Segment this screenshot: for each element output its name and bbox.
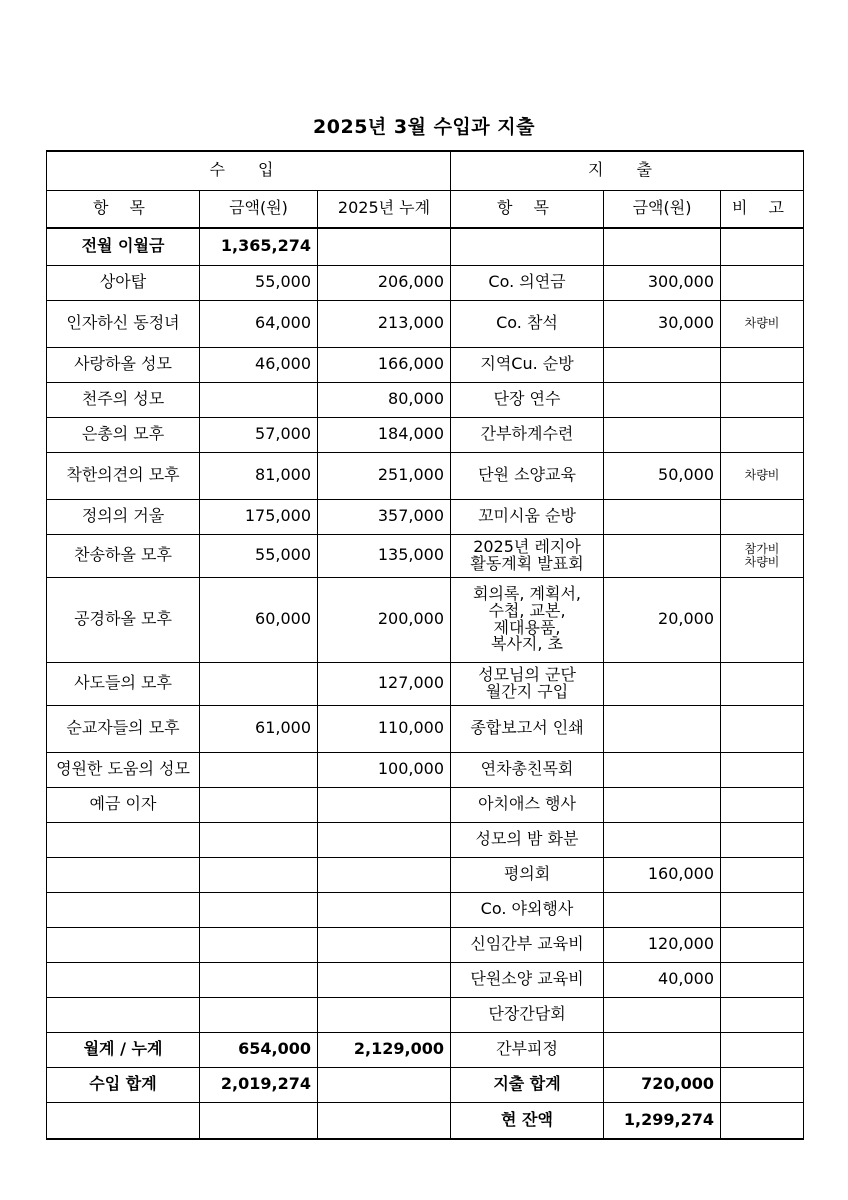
cumulative-cell: 110,000	[318, 705, 451, 752]
income-amount-cell	[200, 662, 318, 705]
ledger-row	[47, 962, 804, 997]
income-item-cell	[47, 822, 200, 857]
expense-item-cell: Co. 참석	[451, 300, 604, 347]
income-item-cell: 인자하신 동정녀	[47, 300, 200, 347]
ledger-table	[46, 150, 804, 1140]
expense-item-cell: 종합보고서 인쇄	[451, 705, 604, 752]
ledger-row	[47, 577, 804, 662]
expense-item-cell: 회의록, 계획서, 수첩, 교본, 제대용품, 복사지, 초	[451, 577, 604, 662]
cumulative-cell	[318, 927, 451, 962]
income-item-cell: 상아탑	[47, 265, 200, 300]
expense-item-cell: 꼬미시움 순방	[451, 499, 604, 534]
expense-amount-cell: 50,000	[604, 452, 721, 499]
income-item-cell: 공경하올 모후	[47, 577, 200, 662]
remark-cell	[721, 577, 804, 662]
income-item-cell: 찬송하올 모후	[47, 534, 200, 577]
expense-amount-cell	[604, 662, 721, 705]
cumulative-cell: 357,000	[318, 499, 451, 534]
remark-cell	[721, 892, 804, 927]
cumulative-header: 2025년 누계	[318, 190, 451, 228]
remark-cell	[721, 662, 804, 705]
expense-amount-cell	[604, 705, 721, 752]
cumulative-cell: 135,000	[318, 534, 451, 577]
cumulative-cell: 2,129,000	[318, 1032, 451, 1067]
expense-item-cell: 신임간부 교육비	[451, 927, 604, 962]
income-item-cell	[47, 927, 200, 962]
cumulative-cell	[318, 1102, 451, 1139]
income-item-cell: 착한의견의 모후	[47, 452, 200, 499]
remark-cell	[721, 265, 804, 300]
remark-cell	[721, 1102, 804, 1139]
cumulative-cell: 206,000	[318, 265, 451, 300]
income-amount-cell: 55,000	[200, 265, 318, 300]
expense-amount-cell	[604, 892, 721, 927]
expense-item-cell: 지출 합계	[451, 1067, 604, 1102]
ledger-row	[47, 1102, 804, 1139]
income-amount-cell: 2,019,274	[200, 1067, 318, 1102]
income-amount-cell	[200, 892, 318, 927]
expense-amount-cell: 300,000	[604, 265, 721, 300]
remark-cell	[721, 997, 804, 1032]
income-item-cell: 사도들의 모후	[47, 662, 200, 705]
expense-amount-cell	[604, 534, 721, 577]
ledger-row	[47, 347, 804, 382]
remark-cell	[721, 417, 804, 452]
income-item-cell: 천주의 성모	[47, 382, 200, 417]
remark-cell: 차량비	[721, 452, 804, 499]
ledger-row	[47, 822, 804, 857]
expense-item-cell: Co. 의연금	[451, 265, 604, 300]
remark-header: 비 고	[721, 190, 804, 228]
expense-item-cell: 평의회	[451, 857, 604, 892]
income-item-cell	[47, 962, 200, 997]
expense-header: 지 출	[451, 151, 804, 190]
expense-item-header: 항 목	[451, 190, 604, 228]
expense-item-cell: 아치애스 행사	[451, 787, 604, 822]
cumulative-cell	[318, 822, 451, 857]
remark-cell	[721, 347, 804, 382]
income-item-cell: 은총의 모후	[47, 417, 200, 452]
remark-cell	[721, 1032, 804, 1067]
cumulative-cell: 127,000	[318, 662, 451, 705]
expense-amount-cell	[604, 499, 721, 534]
cumulative-cell	[318, 857, 451, 892]
expense-amount-cell: 720,000	[604, 1067, 721, 1102]
expense-item-cell: 지역Cu. 순방	[451, 347, 604, 382]
remark-cell	[721, 382, 804, 417]
income-item-cell: 사랑하올 성모	[47, 347, 200, 382]
income-amount-cell: 654,000	[200, 1032, 318, 1067]
income-amount-cell	[200, 962, 318, 997]
ledger-row	[47, 662, 804, 705]
ledger-row	[47, 265, 804, 300]
income-amount-cell: 57,000	[200, 417, 318, 452]
income-item-cell: 수입 합계	[47, 1067, 200, 1102]
remark-cell	[721, 705, 804, 752]
expense-item-cell: 연차총친목회	[451, 752, 604, 787]
expense-amount-cell	[604, 822, 721, 857]
expense-amount-cell	[604, 752, 721, 787]
income-item-cell: 정의의 거울	[47, 499, 200, 534]
income-item-cell	[47, 892, 200, 927]
ledger-row	[47, 1067, 804, 1102]
expense-amount-cell	[604, 347, 721, 382]
ledger-row	[47, 1032, 804, 1067]
expense-amount-cell: 40,000	[604, 962, 721, 997]
expense-item-cell: Co. 야외행사	[451, 892, 604, 927]
income-item-cell: 예금 이자	[47, 787, 200, 822]
cumulative-cell	[318, 892, 451, 927]
section-header-row	[47, 151, 804, 190]
expense-amount-cell: 30,000	[604, 300, 721, 347]
ledger-row	[47, 705, 804, 752]
income-amount-cell	[200, 1102, 318, 1139]
remark-cell	[721, 499, 804, 534]
income-amount-cell: 55,000	[200, 534, 318, 577]
expense-item-cell: 단원소양 교육비	[451, 962, 604, 997]
income-item-cell	[47, 997, 200, 1032]
cumulative-cell: 184,000	[318, 417, 451, 452]
ledger-row	[47, 499, 804, 534]
remark-cell	[721, 752, 804, 787]
income-item-cell	[47, 857, 200, 892]
carry-over-label: 전월 이월금	[47, 228, 200, 265]
expense-amount-cell: 120,000	[604, 927, 721, 962]
carry-over-row	[47, 228, 804, 265]
cumulative-cell: 200,000	[318, 577, 451, 662]
document-title: 2025년 3월 수입과 지출	[313, 116, 535, 138]
expense-amount-cell	[604, 997, 721, 1032]
expense-item-cell: 2025년 레지아 활동계획 발표회	[451, 534, 604, 577]
expense-item-cell: 성모의 밤 화분	[451, 822, 604, 857]
income-amount-cell: 46,000	[200, 347, 318, 382]
ledger-row	[47, 382, 804, 417]
remark-cell	[721, 927, 804, 962]
expense-amount-cell: 20,000	[604, 577, 721, 662]
income-amount-cell	[200, 857, 318, 892]
expense-amount-header: 금액(원)	[604, 190, 721, 228]
ledger-row	[47, 997, 804, 1032]
ledger-row	[47, 857, 804, 892]
expense-item-cell: 간부하계수련	[451, 417, 604, 452]
remark-cell	[721, 822, 804, 857]
cumulative-cell	[318, 962, 451, 997]
income-amount-cell: 61,000	[200, 705, 318, 752]
ledger-row	[47, 452, 804, 499]
income-amount-cell: 60,000	[200, 577, 318, 662]
income-amount-cell	[200, 997, 318, 1032]
ledger-row	[47, 787, 804, 822]
expense-item-cell: 현 잔액	[451, 1102, 604, 1139]
income-amount-cell	[200, 752, 318, 787]
income-item-cell: 순교자들의 모후	[47, 705, 200, 752]
cumulative-cell: 166,000	[318, 347, 451, 382]
expense-item-cell: 단장간담회	[451, 997, 604, 1032]
expense-amount-cell: 1,299,274	[604, 1102, 721, 1139]
cumulative-cell	[318, 787, 451, 822]
expense-item-cell: 단장 연수	[451, 382, 604, 417]
ledger-row	[47, 892, 804, 927]
expense-amount-cell	[604, 1032, 721, 1067]
expense-item-cell: 성모님의 군단 월간지 구입	[451, 662, 604, 705]
income-amount-cell: 81,000	[200, 452, 318, 499]
remark-cell: 차량비	[721, 300, 804, 347]
income-amount-cell	[200, 822, 318, 857]
expense-amount-cell: 160,000	[604, 857, 721, 892]
income-amount-cell	[200, 927, 318, 962]
cumulative-cell	[318, 997, 451, 1032]
expense-amount-cell	[604, 417, 721, 452]
ledger-row	[47, 534, 804, 577]
expense-item-cell: 간부피정	[451, 1032, 604, 1067]
income-header: 수 입	[47, 151, 451, 190]
expense-amount-cell	[604, 382, 721, 417]
cumulative-cell: 251,000	[318, 452, 451, 499]
remark-cell	[721, 1067, 804, 1102]
income-amount-header: 금액(원)	[200, 190, 318, 228]
income-amount-cell: 64,000	[200, 300, 318, 347]
income-item-cell: 영원한 도움의 성모	[47, 752, 200, 787]
remark-cell	[721, 787, 804, 822]
ledger-row	[47, 927, 804, 962]
ledger-row	[47, 752, 804, 787]
remark-cell	[721, 962, 804, 997]
column-header-row	[47, 190, 804, 228]
income-item-cell: 월계 / 누계	[47, 1032, 200, 1067]
cumulative-cell: 80,000	[318, 382, 451, 417]
remark-cell	[721, 857, 804, 892]
income-amount-cell: 175,000	[200, 499, 318, 534]
carry-over-amount: 1,365,274	[200, 228, 318, 265]
cumulative-cell: 100,000	[318, 752, 451, 787]
expense-item-cell: 단원 소양교육	[451, 452, 604, 499]
cumulative-cell: 213,000	[318, 300, 451, 347]
remark-cell: 참가비 차량비	[721, 534, 804, 577]
income-amount-cell	[200, 382, 318, 417]
income-item-cell	[47, 1102, 200, 1139]
income-item-header: 항 목	[47, 190, 200, 228]
expense-amount-cell	[604, 787, 721, 822]
income-amount-cell	[200, 787, 318, 822]
cumulative-cell	[318, 1067, 451, 1102]
ledger-row	[47, 417, 804, 452]
ledger-row	[47, 300, 804, 347]
